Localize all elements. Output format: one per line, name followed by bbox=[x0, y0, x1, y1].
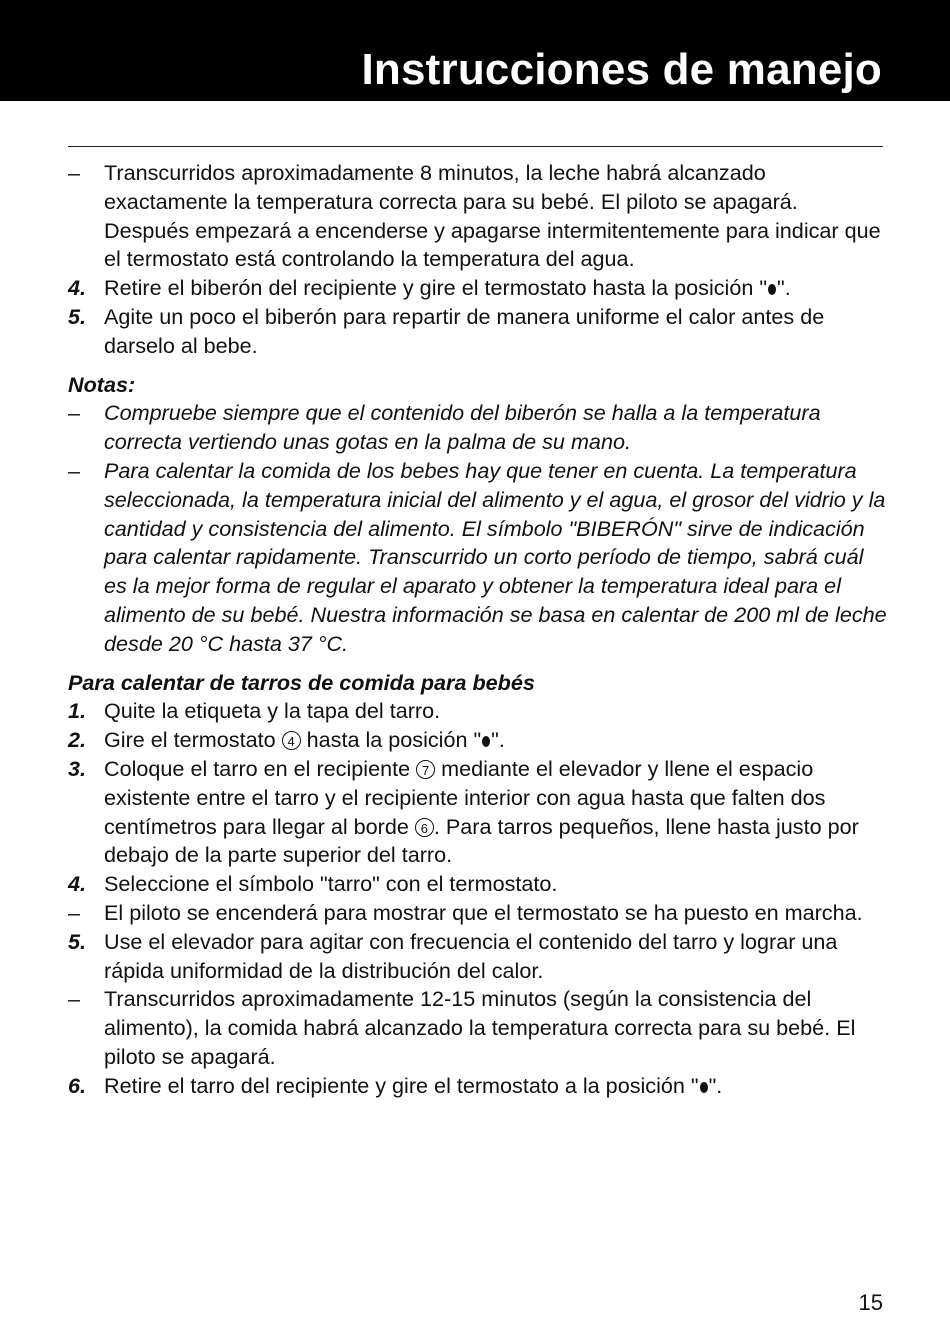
list-item bbox=[68, 303, 888, 361]
item-text: El piloto se encenderá para mostrar que el termostato se ha puesto en marcha. bbox=[104, 899, 863, 925]
list-item bbox=[68, 985, 888, 1071]
list-item bbox=[68, 274, 888, 303]
step-number: 1. bbox=[68, 698, 87, 724]
note-item bbox=[68, 399, 888, 457]
item-text: Use el elevador para agitar con frecuencia el contenido del tarro y lograr una rápida uniformidad de la distribución del calor. bbox=[104, 928, 838, 983]
list-item bbox=[68, 899, 888, 928]
off-position-icon bbox=[768, 284, 776, 295]
list-item bbox=[68, 1072, 888, 1101]
step-number: 2. bbox=[68, 727, 87, 753]
item-text: Seleccione el símbolo "tarro" con el termostato. bbox=[104, 871, 558, 897]
notes-heading: Notas: bbox=[68, 371, 136, 397]
callout-number: 6 bbox=[415, 818, 434, 837]
dash-marker: – bbox=[68, 899, 81, 925]
page-number: 15 bbox=[858, 1290, 883, 1315]
dash-marker: – bbox=[68, 400, 81, 426]
step-number: 4. bbox=[68, 275, 87, 301]
callout-number: 4 bbox=[282, 731, 301, 750]
list-item bbox=[68, 697, 888, 726]
item-text-end: ". bbox=[491, 727, 505, 753]
section-heading: Para calentar de tarros de comida para bebés bbox=[68, 669, 535, 695]
item-text: mediante el elevador y llene el espacio existente entre el tarro y el recipiente interior con agua hasta que falten dos centímetros para llegar al borde bbox=[104, 755, 826, 839]
item-text: hasta la posición " bbox=[306, 727, 482, 753]
note-item bbox=[68, 457, 888, 659]
list-item bbox=[68, 726, 888, 755]
step-number: 5. bbox=[68, 303, 87, 329]
item-text: . Para tarros pequeños, llene hasta justo por debajo de la parte superior del tarro. bbox=[104, 813, 859, 868]
item-text: Quite la etiqueta y la tapa del tarro. bbox=[104, 698, 441, 724]
list-item bbox=[68, 159, 888, 274]
list-item bbox=[68, 870, 888, 899]
item-text: Gire el termostato bbox=[104, 727, 276, 753]
item-text-end: ". bbox=[708, 1072, 723, 1098]
off-position-icon bbox=[482, 736, 490, 747]
dash-marker: – bbox=[68, 457, 81, 483]
step-number: 3. bbox=[68, 755, 87, 781]
callout-number: 7 bbox=[416, 760, 435, 779]
header-bar bbox=[0, 0, 950, 101]
step-number: 5. bbox=[68, 928, 87, 954]
item-text: Retire el biberón del recipiente y gire el termostato hasta la posición " bbox=[104, 275, 768, 301]
list-item bbox=[68, 928, 888, 986]
dash-marker: – bbox=[68, 160, 81, 185]
note-text: Compruebe siempre que el contenido del biberón se halla a la temperatura correcta vertiendo unas gotas en la palma de su mano. bbox=[104, 400, 821, 455]
header-rule bbox=[68, 146, 883, 147]
step-number: 6. bbox=[68, 1072, 87, 1098]
item-text: Agite un poco el biberón para repartir de manera uniforme el calor antes de darselo al bebe. bbox=[104, 303, 825, 358]
list-item bbox=[68, 755, 888, 870]
item-text: Transcurridos aproximadamente 12-15 minutos (según la consistencia del alimento), la comida habrá alcanzado la temperatura correcta para su bebé. El piloto se apagará. bbox=[104, 986, 856, 1069]
page-title: Instrucciones de manejo bbox=[361, 45, 882, 94]
dash-marker: – bbox=[68, 986, 81, 1012]
page-content bbox=[68, 159, 888, 1101]
item-text: Retire el tarro del recipiente y gire el termostato a la posición " bbox=[104, 1072, 699, 1098]
note-text: Para calentar la comida de los bebes hay que tener en cuenta. La temperatura seleccionada, la temperatura inicial del alimento y el agua, el grosor del vidrio y la cantidad y consistencia del alimento. El símbolo "BIBERÓN" sirve de indicación para calentar rapidamente. Transcurrido un corto período de tiempo, sabrá cuál es la mejor forma de regular el aparato y obtener la temperatura ideal para el alimento de su bebé. Nuestra información se basa en calentar de 200 ml de leche desde 20 °C hasta 37 °C. bbox=[104, 457, 887, 656]
item-text: Transcurridos aproximadamente 8 minutos, la leche habrá alcanzado exactamente la temperatura correcta para su bebé. El piloto se apagará. Después empezará a encenderse y apagarse intermitentemente para indicar que el termostato está controlando la temperatura del agua. bbox=[104, 160, 881, 272]
step-number: 4. bbox=[68, 871, 87, 897]
item-text: Coloque el tarro en el recipiente bbox=[104, 755, 411, 781]
off-position-icon bbox=[700, 1082, 708, 1093]
item-text-end: ". bbox=[777, 275, 791, 301]
